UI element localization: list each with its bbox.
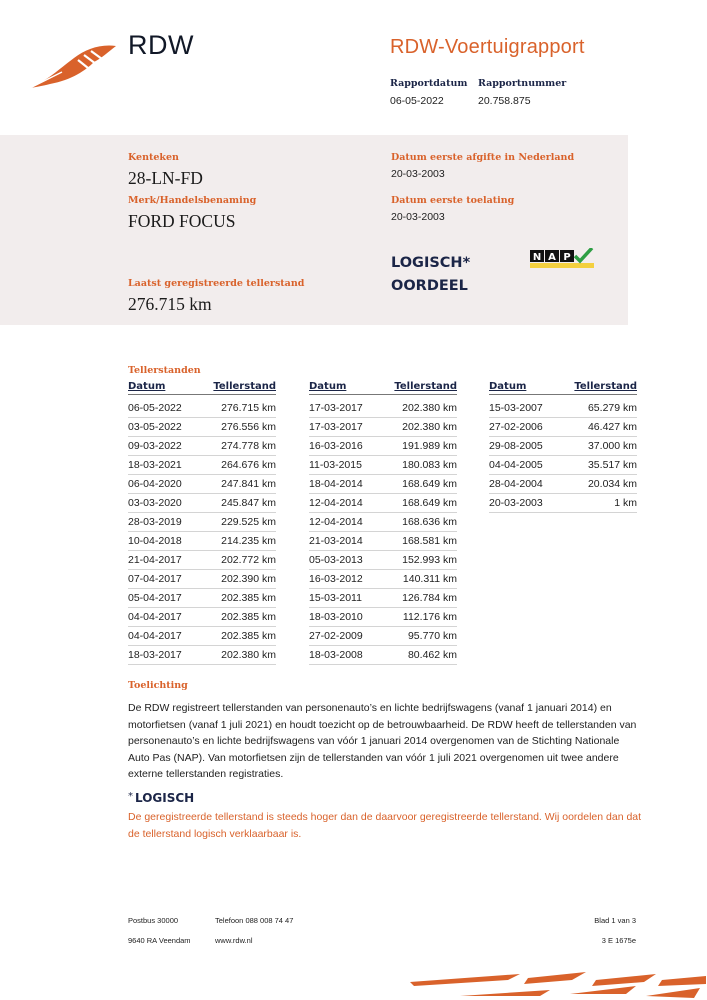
nap-letter-n: N <box>532 252 542 263</box>
reading-row <box>128 399 276 418</box>
logisch-star: * <box>128 791 133 802</box>
reading-date: 05-03-2013 <box>309 554 363 566</box>
reading-row <box>128 551 276 570</box>
explanation-label: Toelichting <box>128 680 188 691</box>
verdict-line-1: LOGISCH* <box>391 255 471 271</box>
reading-date: 18-03-2021 <box>128 459 182 471</box>
reading-row <box>309 513 457 532</box>
reading-row <box>489 437 637 456</box>
reading-km: 202.380 km <box>221 649 276 661</box>
readings-label: Tellerstanden <box>128 365 201 376</box>
reading-date: 28-03-2019 <box>128 516 182 528</box>
reading-km: 168.649 km <box>402 497 457 509</box>
reading-row <box>128 608 276 627</box>
first-issue-value: 20-03-2003 <box>391 168 445 180</box>
reading-row <box>309 494 457 513</box>
plate-field <box>128 152 203 189</box>
reading-km: 276.715 km <box>221 402 276 414</box>
date-header: Datum <box>128 381 166 392</box>
footer-postbus: Postbus 30000 <box>128 916 179 925</box>
reading-row <box>128 646 276 665</box>
reading-row <box>309 608 457 627</box>
reading-row <box>309 570 457 589</box>
readings-header <box>309 381 457 395</box>
plate-value: 28-LN-FD <box>128 168 203 188</box>
reading-km: 264.676 km <box>221 459 276 471</box>
reading-row <box>489 456 637 475</box>
reading-km: 274.778 km <box>221 440 276 452</box>
reading-km: 95.770 km <box>407 630 457 642</box>
reading-row <box>489 494 637 513</box>
reading-row <box>309 475 457 494</box>
reading-date: 06-05-2022 <box>128 402 182 414</box>
reading-km: 20.034 km <box>587 478 637 490</box>
logisch-heading-text: LOGISCH <box>135 791 195 805</box>
reading-date: 04-04-2017 <box>128 630 182 642</box>
reading-date: 04-04-2005 <box>489 459 543 471</box>
report-date: 06-05-2022 <box>390 95 444 107</box>
reading-date: 17-03-2017 <box>309 421 363 433</box>
reading-row <box>309 551 457 570</box>
footer-phone: Telefoon 088 008 74 47 <box>215 916 294 925</box>
reading-km: 168.649 km <box>402 478 457 490</box>
readings-rows-3 <box>489 399 637 513</box>
make-value: FORD FOCUS <box>128 211 236 231</box>
reading-km: 35.517 km <box>587 459 637 471</box>
first-admission-value: 20-03-2003 <box>391 211 445 223</box>
reading-date: 12-04-2014 <box>309 516 363 528</box>
footer-code: 3 E 1675e <box>601 936 636 945</box>
vehicle-summary-panel <box>0 135 628 325</box>
report-title: RDW-Voertuigrapport <box>390 36 585 58</box>
reading-km: 202.380 km <box>402 421 457 433</box>
reading-date: 07-04-2017 <box>128 573 182 585</box>
reading-km: 202.772 km <box>221 554 276 566</box>
reading-date: 05-04-2017 <box>128 592 182 604</box>
first-admission-field <box>391 195 514 223</box>
reading-km: 80.462 km <box>407 649 457 661</box>
reading-row <box>128 494 276 513</box>
first-issue-label: Datum eerste afgifte in Nederland <box>391 152 575 163</box>
footer-page-number: Blad 1 van 3 <box>594 916 636 925</box>
nap-letter-a: A <box>548 252 556 263</box>
reading-date: 18-03-2008 <box>309 649 363 661</box>
reading-km: 202.385 km <box>221 592 276 604</box>
value-header: Tellerstand <box>574 381 637 392</box>
footer-web-link[interactable]: www.rdw.nl <box>215 936 253 945</box>
report-number-block <box>478 78 566 107</box>
reading-km: 247.841 km <box>221 478 276 490</box>
reading-date: 09-03-2022 <box>128 440 182 452</box>
reading-row <box>309 589 457 608</box>
reading-date: 20-03-2003 <box>489 497 543 509</box>
reading-km: 202.390 km <box>221 573 276 585</box>
readings-header <box>489 381 637 395</box>
reading-row <box>309 399 457 418</box>
reading-date: 04-04-2017 <box>128 611 182 623</box>
reading-row <box>489 399 637 418</box>
reading-date: 15-03-2007 <box>489 402 543 414</box>
first-issue-field <box>391 152 574 180</box>
readings-column-2 <box>309 381 457 665</box>
reading-km: 1 km <box>614 497 637 509</box>
reading-row <box>128 437 276 456</box>
reading-row <box>489 475 637 494</box>
reading-row <box>128 627 276 646</box>
explanation-text: De RDW registreert tellerstanden van personenauto’s en lichte bedrijfswagens (vanaf 1 januari 2014) en motorfietsen (vanaf 1 juli 2021) en houdt toezicht op de betrouwbaarheid. De RDW heeft de tellerstanden van personenauto’s en lichte bedrijfswagens van vóór 1 januari 2014 overgenomen van de Stichting Nationale Auto Pas (NAP). Van motorfietsen zijn de tellerstanden van vóór 1 juli 2021 overgenomen uit twee andere externe tellerstanden registraties. <box>128 702 637 780</box>
reading-row <box>309 437 457 456</box>
reading-km: 168.581 km <box>402 535 457 547</box>
reading-date: 16-03-2016 <box>309 440 363 452</box>
footer-city: 9640 RA Veendam <box>128 936 191 945</box>
reading-date: 18-03-2010 <box>309 611 363 623</box>
reading-date: 18-03-2017 <box>128 649 182 661</box>
reading-row <box>128 456 276 475</box>
reading-row <box>128 513 276 532</box>
reading-km: 37.000 km <box>587 440 637 452</box>
reading-row <box>309 418 457 437</box>
report-date-block <box>390 78 467 107</box>
readings-rows-2 <box>309 399 457 665</box>
reading-km: 46.427 km <box>587 421 637 433</box>
reading-date: 03-03-2020 <box>128 497 182 509</box>
reading-km: 202.380 km <box>402 402 457 414</box>
readings-header <box>128 381 276 395</box>
verdict-line-2: OORDEEL <box>391 278 468 294</box>
reading-km: 180.083 km <box>402 459 457 471</box>
reading-date: 29-08-2005 <box>489 440 543 452</box>
reading-km: 140.311 km <box>402 573 457 585</box>
last-odometer-value: 276.715 km <box>128 294 212 314</box>
make-label: Merk/Handelsbenaming <box>128 195 257 206</box>
value-header: Tellerstand <box>394 381 457 392</box>
reading-row <box>309 532 457 551</box>
reading-row <box>128 475 276 494</box>
reading-km: 276.556 km <box>221 421 276 433</box>
reading-row <box>489 418 637 437</box>
reading-km: 202.385 km <box>221 611 276 623</box>
reading-date: 16-03-2012 <box>309 573 363 585</box>
reading-row <box>309 456 457 475</box>
last-odometer-field <box>128 278 304 315</box>
last-odometer-label: Laatst geregistreerde tellerstand <box>128 278 305 289</box>
reading-km: 126.784 km <box>402 592 457 604</box>
reading-date: 03-05-2022 <box>128 421 182 433</box>
value-header: Tellerstand <box>213 381 276 392</box>
reading-km: 229.525 km <box>221 516 276 528</box>
reading-km: 245.847 km <box>221 497 276 509</box>
reading-km: 191.989 km <box>402 440 457 452</box>
reading-date: 27-02-2006 <box>489 421 543 433</box>
reading-date: 27-02-2009 <box>309 630 363 642</box>
reading-date: 21-04-2017 <box>128 554 182 566</box>
brand-name: RDW <box>128 30 194 60</box>
make-field <box>128 195 256 232</box>
reading-km: 65.279 km <box>587 402 637 414</box>
report-number: 20.758.875 <box>478 95 531 107</box>
reading-km: 168.636 km <box>402 516 457 528</box>
reading-row <box>128 418 276 437</box>
reading-date: 18-04-2014 <box>309 478 363 490</box>
reading-date: 21-03-2014 <box>309 535 363 547</box>
first-admission-label: Datum eerste toelating <box>391 195 515 206</box>
nap-check-badge-icon <box>530 248 594 270</box>
reading-date: 17-03-2017 <box>309 402 363 414</box>
logisch-heading <box>128 791 194 805</box>
reading-km: 214.235 km <box>221 535 276 547</box>
reading-row <box>309 627 457 646</box>
reading-date: 15-03-2011 <box>309 592 362 604</box>
nap-letter-p: P <box>563 252 571 263</box>
reading-km: 112.176 km <box>402 611 457 623</box>
reading-date: 12-04-2014 <box>309 497 363 509</box>
report-date-label: Rapportdatum <box>390 78 468 89</box>
reading-date: 11-03-2015 <box>309 459 362 471</box>
reading-km: 202.385 km <box>221 630 276 642</box>
date-header: Datum <box>309 381 347 392</box>
readings-column-1 <box>128 381 276 665</box>
reading-row <box>128 570 276 589</box>
reading-km: 152.993 km <box>402 554 457 566</box>
readings-column-3 <box>489 381 637 513</box>
report-number-label: Rapportnummer <box>478 78 567 89</box>
reading-row <box>128 532 276 551</box>
rdw-feather-logo-icon <box>28 40 118 92</box>
plate-label: Kenteken <box>128 152 179 163</box>
logisch-text: De geregistreerde tellerstand is steeds hoger dan de daarvoor geregistreerde tellerstand. Wij oordelen dan dat de tellerstand logisch verklaarbaar is. <box>128 811 642 840</box>
decorative-stripes-icon <box>400 968 707 1000</box>
reading-row <box>128 589 276 608</box>
readings-rows-1 <box>128 399 276 665</box>
date-header: Datum <box>489 381 527 392</box>
verdict <box>391 252 470 298</box>
reading-row <box>309 646 457 665</box>
reading-date: 06-04-2020 <box>128 478 182 490</box>
reading-date: 28-04-2004 <box>489 478 543 490</box>
reading-date: 10-04-2018 <box>128 535 182 547</box>
